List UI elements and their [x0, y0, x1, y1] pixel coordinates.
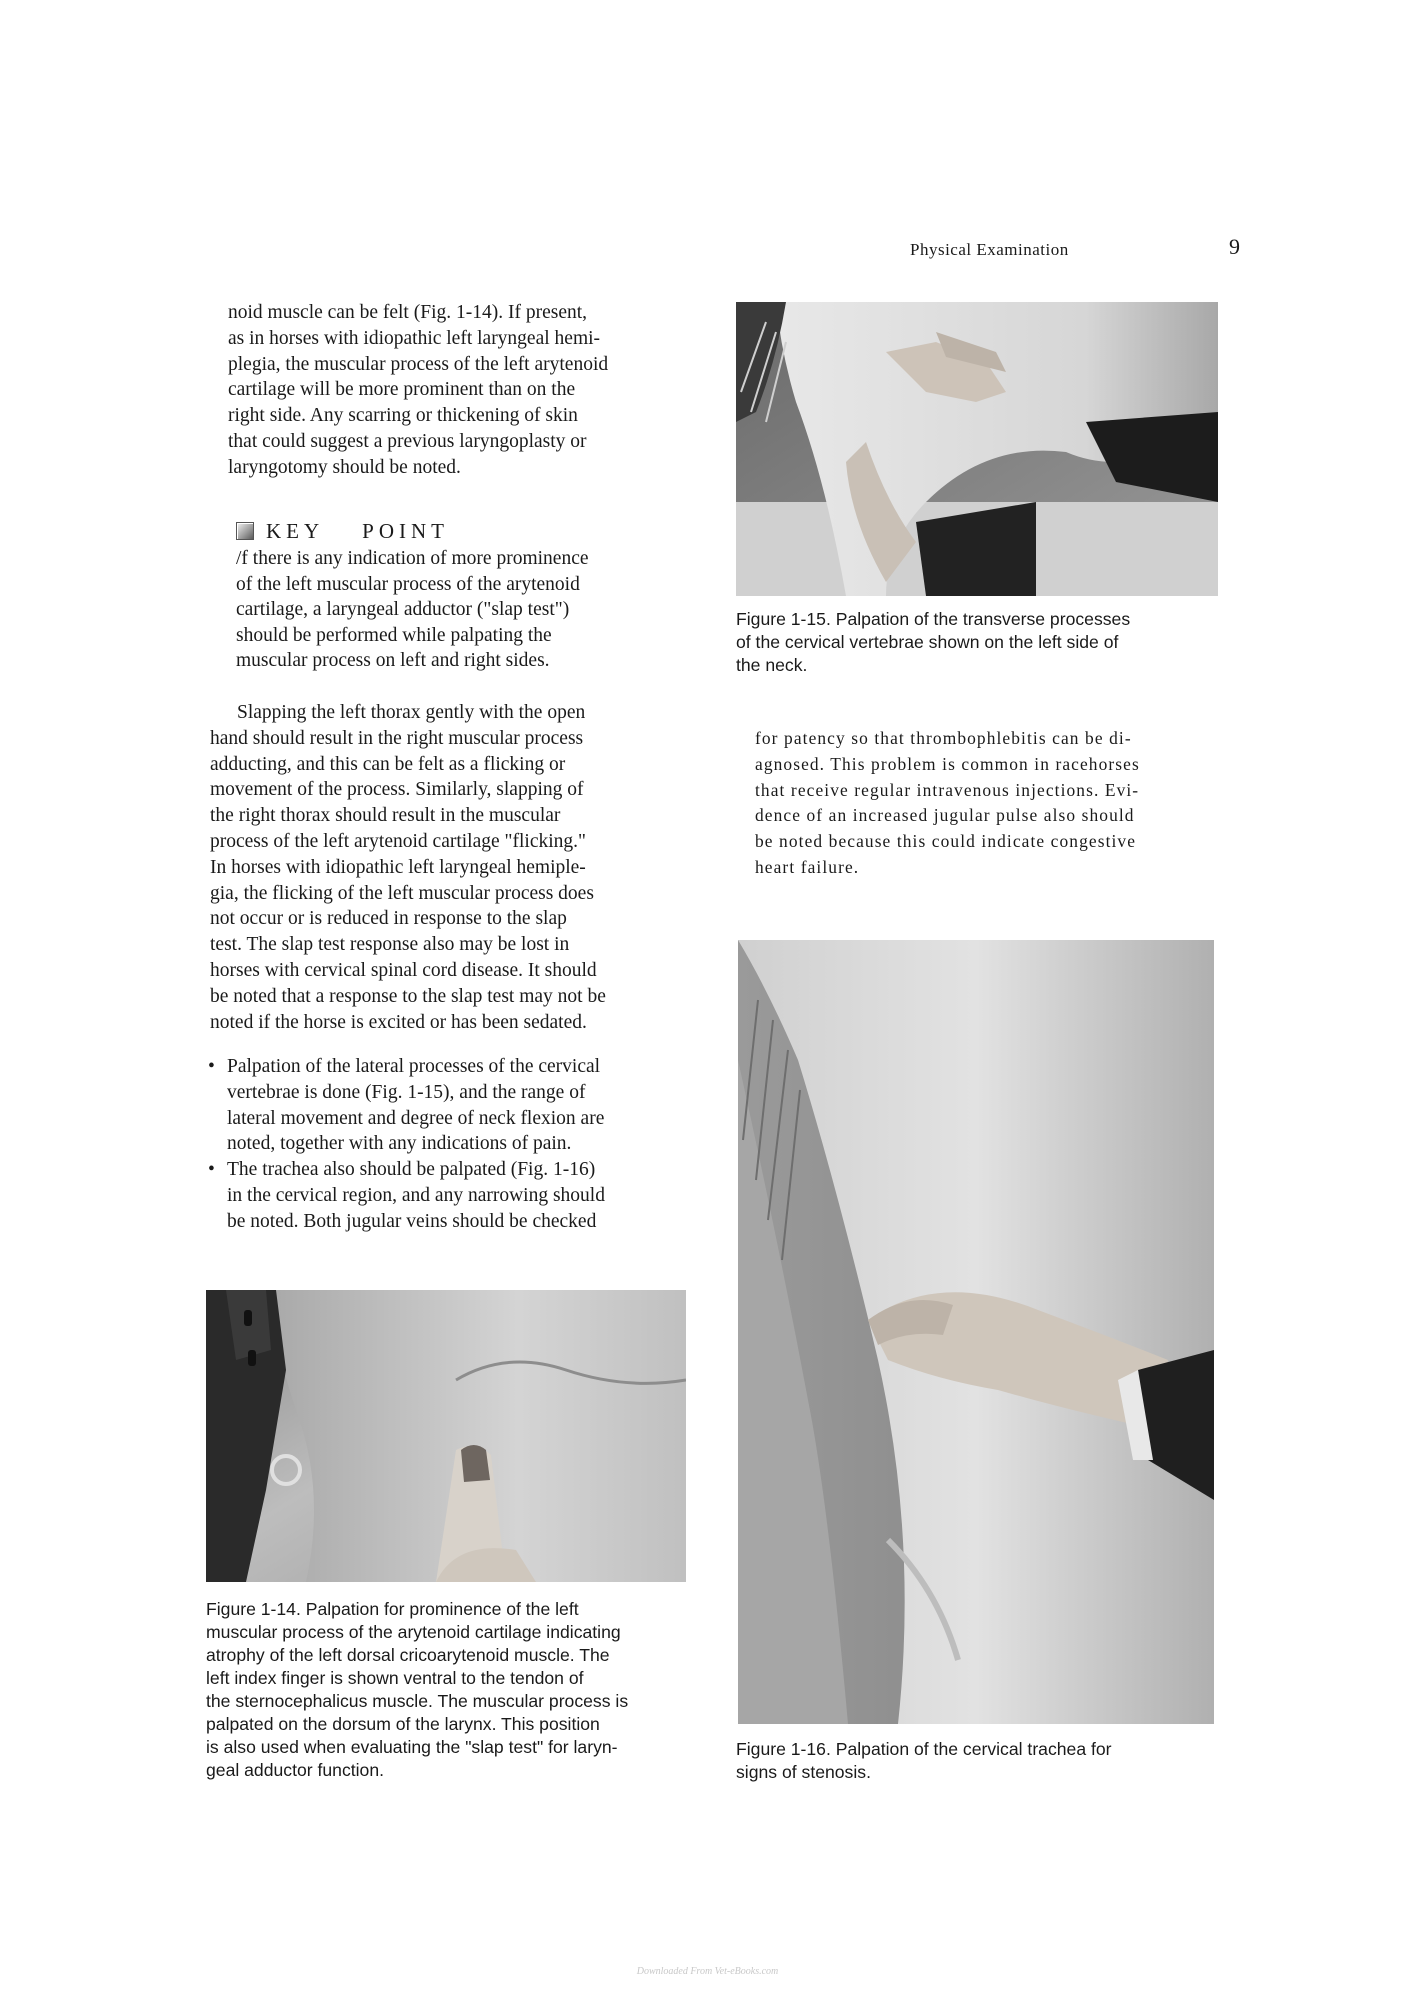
text-line: movement of the process. Similarly, slapping of: [210, 779, 584, 801]
key-point: [236, 518, 682, 674]
caption-line: the sternocephalicus muscle. The muscular process is: [206, 1691, 629, 1711]
text-line: hand should result in the right muscular process: [210, 727, 584, 749]
caption-line: palpated on the dorsum of the larynx. This position: [206, 1714, 600, 1734]
caption-line: signs of stenosis.: [736, 1762, 871, 1782]
text-line: gia, the flicking of the left muscular process does: [210, 882, 594, 904]
footer-watermark: Downloaded From Vet-eBooks.com: [636, 1966, 779, 1977]
caption-line: of the cervical vertebrae shown on the left side of: [736, 632, 1119, 652]
key-point-square-icon: [236, 522, 254, 540]
caption-line: is also used when evaluating the "slap test" for laryn-: [206, 1737, 618, 1757]
figure-1-15-caption: [736, 608, 1220, 677]
figure-1-14-image: [206, 1290, 686, 1582]
key-point-body: [236, 546, 682, 674]
text-line: that receive regular intravenous injections. Evi-: [755, 779, 1140, 800]
text-line: noid muscle can be felt (Fig. 1-14). If present,: [228, 302, 588, 323]
figure-1-14-photo: [206, 1290, 686, 1582]
text-line: /f there is any indication of more prominence: [236, 548, 589, 569]
text-line: agnosed. This problem is common in racehorses: [755, 753, 1140, 774]
list-item: [210, 1157, 690, 1234]
key-point-heading: [236, 518, 682, 544]
paragraph-slap-test: [210, 700, 692, 1035]
caption-line: left index finger is shown ventral to the tendon of: [206, 1668, 584, 1688]
text-line: Palpation of the lateral processes of the cervical: [227, 1056, 601, 1077]
text-line: laryngotomy should be noted.: [228, 456, 461, 478]
text-line: be noted that a response to the slap test may not be: [210, 985, 606, 1007]
text-line: vertebrae is done (Fig. 1-15), and the range of: [227, 1081, 586, 1103]
caption-line: Figure 1-14. Palpation for prominence of the left: [206, 1599, 579, 1619]
text-line: The trachea also should be palpated (Fig. 1-16): [227, 1159, 596, 1181]
figure-1-16-image: [738, 940, 1214, 1724]
text-line: be noted. Both jugular veins should be checked: [227, 1210, 597, 1232]
text-line: test. The slap test response also may be lost in: [210, 934, 570, 956]
caption-line: atrophy of the left dorsal cricoarytenoid muscle. The: [206, 1645, 610, 1665]
list-item: [210, 1054, 690, 1157]
page-number: 9: [1229, 234, 1240, 259]
caption-line: muscular process of the arytenoid cartilage indicating: [206, 1622, 621, 1642]
caption-line: the neck.: [736, 655, 808, 675]
text-line: noted, together with any indications of pain.: [227, 1133, 572, 1155]
text-line: that could suggest a previous laryngoplasty or: [228, 430, 587, 452]
text-line: for patency so that thrombophlebitis can be di-: [755, 728, 1132, 748]
text-line: heart failure.: [755, 856, 860, 877]
text-line: as in horses with idiopathic left laryngeal hemi-: [228, 327, 601, 349]
text-line: process of the left arytenoid cartilage "flicking.": [210, 830, 586, 852]
text-line: not occur or is reduced in response to the slap: [210, 908, 567, 930]
text-line: of the left muscular process of the arytenoid: [236, 573, 580, 595]
text-line: muscular process on left and right sides.: [236, 650, 550, 672]
figure-1-14-caption: [206, 1598, 693, 1782]
text-line: plegia, the muscular process of the left arytenoid: [228, 353, 609, 375]
text-line: lateral movement and degree of neck flexion are: [227, 1107, 605, 1129]
text-line: In horses with idiopathic left laryngeal hemiple-: [210, 856, 586, 878]
bullet-symbol: •: [208, 1056, 215, 1077]
caption-line: Figure 1-15. Palpation of the transverse processes: [736, 609, 1131, 629]
text-line: be noted because this could indicate congestive: [755, 831, 1137, 852]
text-line: the right thorax should result in the muscular: [210, 805, 561, 827]
text-line: horses with cervical spinal cord disease. It should: [210, 959, 597, 981]
text-line: in the cervical region, and any narrowing should: [227, 1184, 605, 1206]
running-header: [900, 234, 1240, 268]
paragraph-continuation-left: [228, 300, 692, 481]
figure-1-16-photo: [738, 940, 1214, 1724]
figure-1-15-photo: [736, 302, 1218, 596]
bullet-list: [210, 1054, 690, 1235]
paragraph-continuation-right: [755, 726, 1222, 881]
text-line: noted if the horse is excited or has been sedated.: [210, 1011, 587, 1033]
section-title: Physical Examination: [910, 240, 1069, 259]
bullet-symbol: •: [208, 1159, 215, 1181]
caption-line: Figure 1-16. Palpation of the cervical trachea for: [736, 1739, 1112, 1759]
caption-line: geal adductor function.: [206, 1760, 385, 1780]
text-line: should be performed while palpating the: [236, 624, 552, 646]
text-line: dence of an increased jugular pulse also should: [755, 805, 1135, 826]
text-line: cartilage, a laryngeal adductor ("slap test"): [236, 599, 570, 621]
key-point-word-key: KEY: [266, 518, 325, 543]
figure-1-15-image: [736, 302, 1218, 596]
key-point-word-point: POINT: [362, 518, 450, 543]
text-line: right side. Any scarring or thickening of skin: [228, 405, 578, 427]
figure-1-16-caption: [736, 1738, 1220, 1784]
text-line: cartilage will be more prominent than on the: [228, 379, 576, 401]
text-line: Slapping the left thorax gently with the open: [237, 702, 586, 723]
text-line: adducting, and this can be felt as a flicking or: [210, 753, 566, 775]
